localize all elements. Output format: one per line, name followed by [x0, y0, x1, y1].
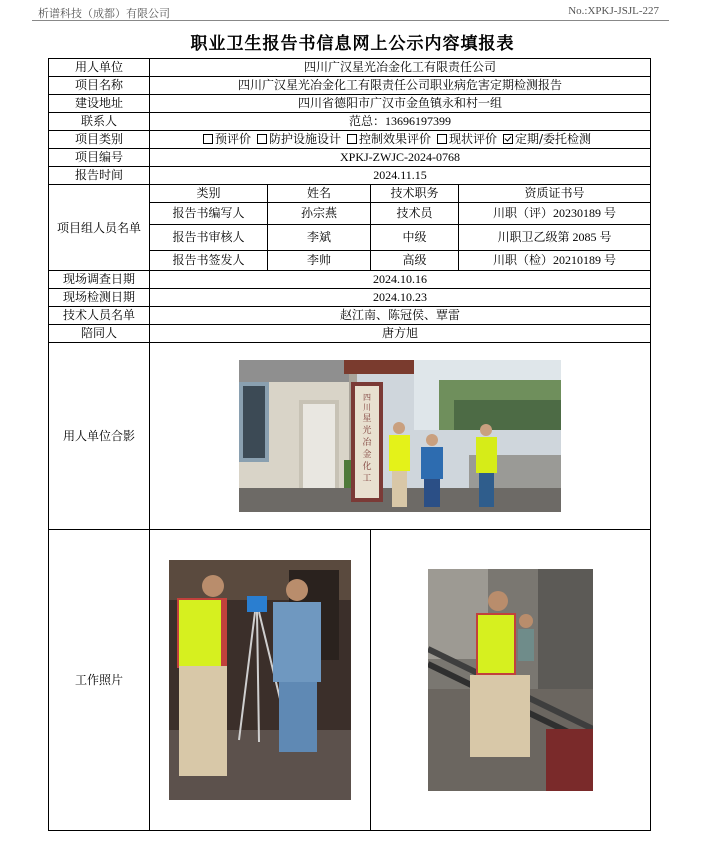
checkbox-icon[interactable] — [503, 134, 513, 144]
contact-label: 联系人 — [49, 113, 150, 131]
svg-text:星: 星 — [362, 414, 372, 424]
escort-label: 陪同人 — [49, 325, 150, 343]
svg-text:冶: 冶 — [362, 438, 372, 448]
employer-value: 四川广汉星光冶金化工有限责任公司 — [150, 59, 651, 77]
report-time-label: 报告时间 — [49, 167, 150, 185]
team-header-name: 姓名 — [268, 185, 371, 203]
team-label: 项目组人员名单 — [49, 185, 150, 271]
address-label: 建设地址 — [49, 95, 150, 113]
member-role: 报告书审核人 — [150, 225, 268, 251]
row-project-name — [49, 77, 651, 95]
checkbox-icon[interactable] — [203, 134, 213, 144]
category-option[interactable]: 控制效果评价 — [347, 132, 431, 146]
test-date-value: 2024.10.23 — [150, 289, 651, 307]
sign-text: 四 — [363, 393, 371, 402]
person-figure — [518, 614, 534, 661]
technicians-value: 赵江南、陈冠侯、覃雷 — [150, 307, 651, 325]
checkbox-icon[interactable] — [347, 134, 357, 144]
category-option[interactable]: 定期/委托检测 — [503, 132, 591, 146]
category-option[interactable]: 现状评价 — [437, 132, 497, 146]
svg-text:工: 工 — [362, 474, 372, 484]
member-name: 李帅 — [268, 251, 371, 271]
member-cert: 川职卫乙级第 2085 号 — [459, 225, 651, 251]
survey-date-value: 2024.10.16 — [150, 271, 651, 289]
report-time-value: 2024.11.15 — [150, 167, 651, 185]
team-header-row — [49, 185, 651, 203]
row-technicians — [49, 307, 651, 325]
member-title: 技术员 — [371, 203, 459, 225]
project-name-label: 项目名称 — [49, 77, 150, 95]
project-name-value: 四川广汉星光冶金化工有限责任公司职业病危害定期检测报告 — [150, 77, 651, 95]
project-no-label: 项目编号 — [49, 149, 150, 167]
team-header-cert: 资质证书号 — [459, 185, 651, 203]
team-header-title: 技术职务 — [371, 185, 459, 203]
text-cursor — [650, 362, 651, 375]
member-title: 高级 — [371, 251, 459, 271]
work-photo-1 — [169, 560, 351, 800]
category-option[interactable]: 预评价 — [203, 132, 251, 146]
header-divider — [32, 20, 669, 21]
address-value: 四川省德阳市广汉市金鱼镇永和村一组 — [150, 95, 651, 113]
row-category — [49, 131, 651, 149]
project-no-value: XPKJ-ZWJC-2024-0768 — [150, 149, 651, 167]
svg-text:化: 化 — [362, 462, 372, 472]
work-photos-label: 工作照片 — [49, 530, 150, 831]
group-photo — [239, 360, 561, 512]
team-header-role: 类别 — [150, 185, 268, 203]
row-contact — [49, 113, 651, 131]
row-survey-date — [49, 271, 651, 289]
work-photo-cell-right — [371, 530, 651, 831]
contact-value: 范总：13696197399 — [150, 113, 651, 131]
category-label: 项目类别 — [49, 131, 150, 149]
member-cert: 川职（评）20230189 号 — [459, 203, 651, 225]
person-figure — [177, 575, 227, 776]
category-options — [150, 131, 651, 149]
header-doc-code: No.:XPKJ-JSJL-227 — [568, 5, 659, 17]
work-photo-cell-left — [150, 530, 371, 831]
svg-text:川: 川 — [363, 403, 371, 412]
work-photo-2 — [428, 569, 593, 791]
row-work-photos — [49, 530, 651, 831]
checkbox-icon[interactable] — [437, 134, 447, 144]
technicians-label: 技术人员名单 — [49, 307, 150, 325]
checkbox-icon[interactable] — [257, 134, 267, 144]
row-group-photo — [49, 343, 651, 530]
member-name: 李斌 — [268, 225, 371, 251]
member-role: 报告书签发人 — [150, 251, 268, 271]
person-figure — [273, 579, 321, 752]
svg-text:金: 金 — [362, 450, 372, 460]
group-photo-cell — [150, 343, 651, 530]
page-title: 职业卫生报告书信息网上公示内容填报表 — [190, 34, 515, 54]
group-photo-label: 用人单位合影 — [49, 343, 150, 530]
member-title: 中级 — [371, 225, 459, 251]
row-escort — [49, 325, 651, 343]
escort-value: 唐方旭 — [150, 325, 651, 343]
member-name: 孙宗燕 — [268, 203, 371, 225]
row-report-time — [49, 167, 651, 185]
survey-date-label: 现场调查日期 — [49, 271, 150, 289]
header-company: 析谱科技（成都）有限公司 — [38, 7, 170, 20]
row-employer — [49, 59, 651, 77]
employer-label: 用人单位 — [49, 59, 150, 77]
row-address — [49, 95, 651, 113]
test-date-label: 现场检测日期 — [49, 289, 150, 307]
category-option[interactable]: 防护设施设计 — [257, 132, 341, 146]
row-project-no — [49, 149, 651, 167]
report-form-table — [48, 58, 651, 831]
member-role: 报告书编写人 — [150, 203, 268, 225]
svg-text:光: 光 — [362, 426, 372, 436]
member-cert: 川职（检）20210189 号 — [459, 251, 651, 271]
row-test-date — [49, 289, 651, 307]
